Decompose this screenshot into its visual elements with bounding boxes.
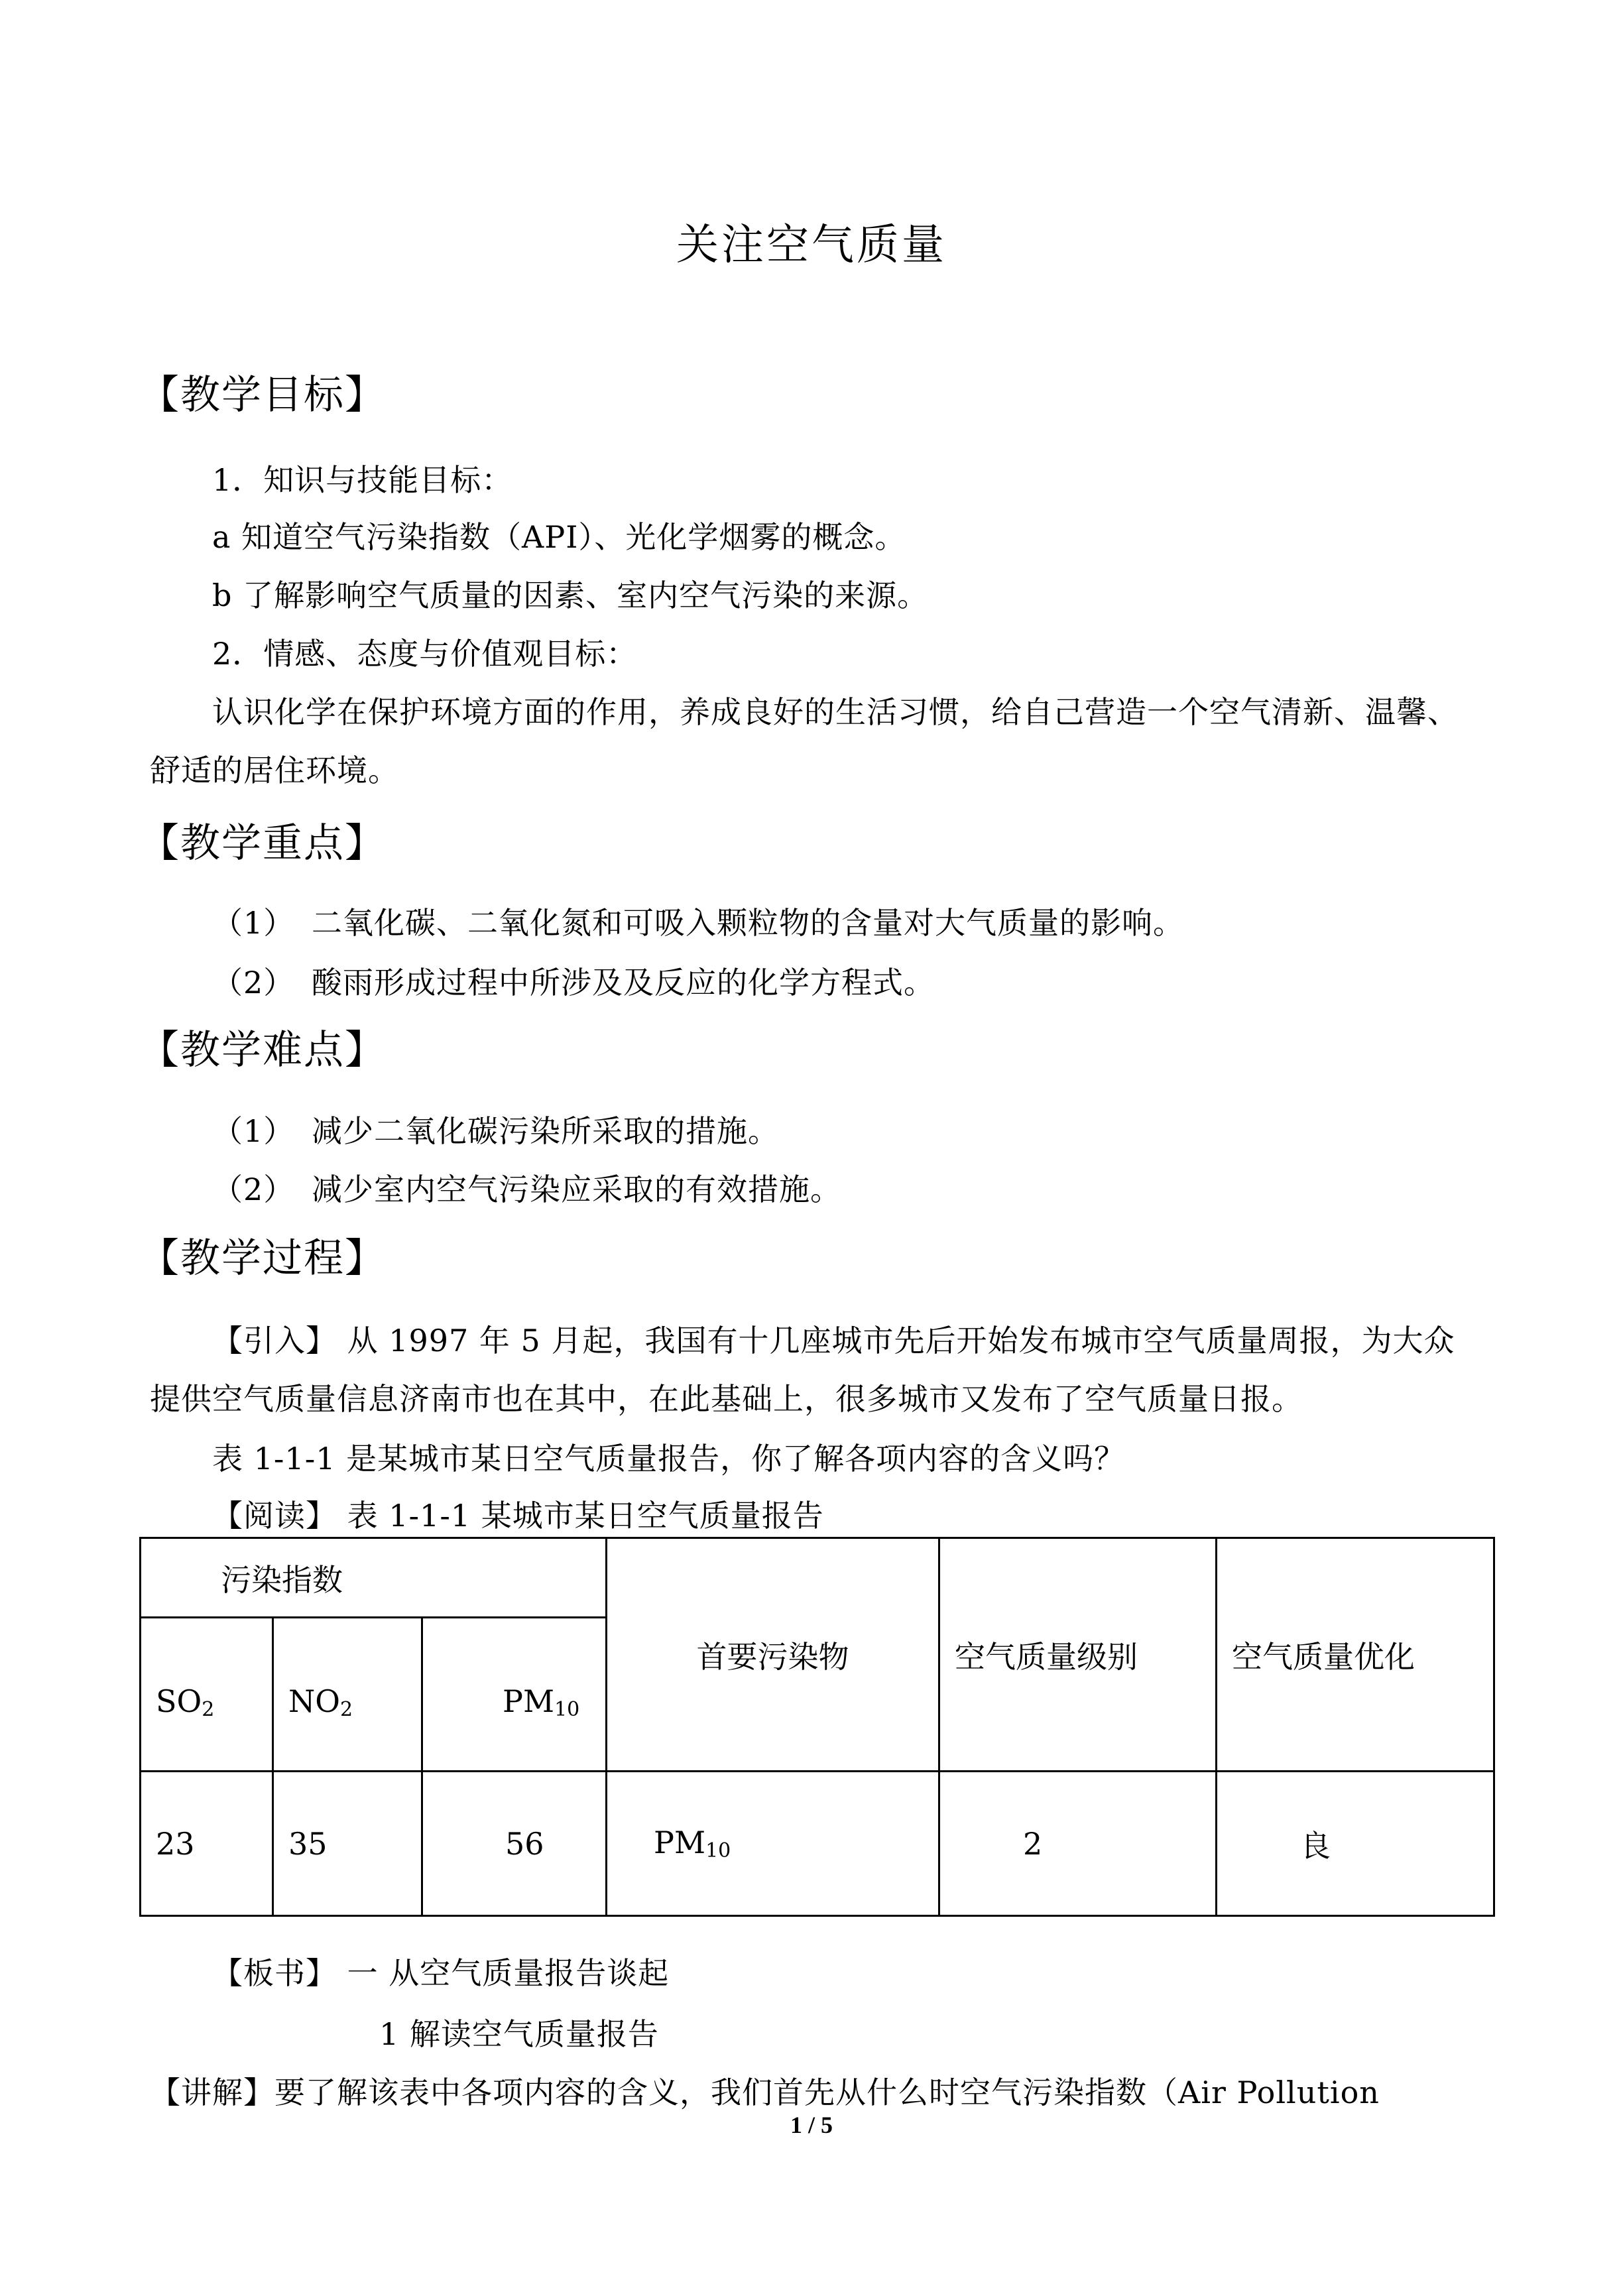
difficulty-2: [212, 1166, 841, 1209]
key-point-2-label: （2）: [212, 965, 295, 1000]
difficulty-1-label: （1）: [212, 1113, 295, 1149]
intro-line2: 提供空气质量信息济南市也在其中，在此基础上，很多城市又发布了空气质量日报。: [150, 1381, 1303, 1417]
intro-line3: 表 1-1-1 是某城市某日空气质量报告，你了解各项内容的含义吗？: [212, 1441, 1126, 1477]
key-point-1-label: （1）: [212, 905, 295, 941]
difficulty-2-text: 减少室内空气污染应采取的有效措施。: [312, 1172, 841, 1207]
difficulty-2-label: （2）: [212, 1172, 295, 1207]
heading-difficulties: 【教学难点】: [139, 1027, 386, 1073]
key-point-1-text: 二氧化碳、二氧化氮和可吸入颗粒物的含量对大气质量的影响。: [312, 905, 1184, 941]
board-line1: 【板书】 一 从空气质量报告谈起: [212, 1955, 670, 1991]
reading-caption: 【阅读】 表 1-1-1 某城市某日空气质量报告: [212, 1498, 824, 1534]
intro-line1: 【引入】 从 1997 年 5 月起，我国有十几座城市先后开始发布城市空气质量周报，为大众: [212, 1323, 1455, 1359]
value-quality-level: 2: [939, 1772, 1217, 1916]
board-line2: 1 解读空气质量报告: [379, 2016, 659, 2052]
page-title: 关注空气质量: [676, 221, 947, 270]
objective-paragraph-line2: 舒适的居住环境。: [150, 753, 399, 788]
value-so2: 23: [141, 1772, 273, 1916]
value-primary-pollutant: $PM_{10}$: [607, 1772, 939, 1916]
value-no2: 35: [273, 1772, 422, 1916]
header-primary-pollutant: 首要污染物: [607, 1538, 939, 1772]
objective-paragraph-line1: 认识化学在保护环境方面的作用，养成良好的生活习惯，给自己营造一个空气清新、温馨、: [212, 694, 1459, 730]
air-quality-table: [139, 1537, 1495, 1917]
table-header-row: [141, 1538, 1494, 1618]
key-point-2: [212, 959, 935, 1002]
page-number: 1 / 5: [790, 2112, 833, 2138]
difficulty-1: [212, 1107, 779, 1151]
objective-1: 1．知识与技能目标：: [212, 462, 513, 498]
header-quality-level: 空气质量级别: [939, 1538, 1217, 1772]
objective-1b: b 了解影响空气质量的因素、室内空气污染的来源。: [212, 577, 929, 613]
objective-1a: a 知道空气污染指数（API）、光化学烟雾的概念。: [212, 519, 906, 555]
header-no2: $NO_2$: [273, 1618, 422, 1772]
header-pm10: $PM_{10}$: [422, 1618, 607, 1772]
header-pollution-index: 污染指数: [141, 1538, 607, 1618]
value-pm10: 56: [422, 1772, 607, 1916]
heading-objectives: 【教学目标】: [139, 372, 386, 418]
explain-line: 【讲解】要了解该表中各项内容的含义，我们首先从什么时空气污染指数（Air Pollution: [150, 2075, 1380, 2110]
difficulty-1-text: 减少二氧化碳污染所采取的措施。: [312, 1113, 779, 1149]
heading-key-points: 【教学重点】: [139, 820, 386, 867]
key-point-1: [212, 899, 1184, 943]
objective-2: 2．情感、态度与价值观目标：: [212, 636, 638, 672]
value-quality-rating: 良: [1217, 1772, 1494, 1916]
table-row: [141, 1772, 1494, 1916]
header-so2: $SO_2$: [141, 1618, 273, 1772]
header-quality-rating: 空气质量优化: [1217, 1538, 1494, 1772]
key-point-2-text: 酸雨形成过程中所涉及及反应的化学方程式。: [312, 965, 935, 1000]
heading-process: 【教学过程】: [139, 1235, 386, 1282]
